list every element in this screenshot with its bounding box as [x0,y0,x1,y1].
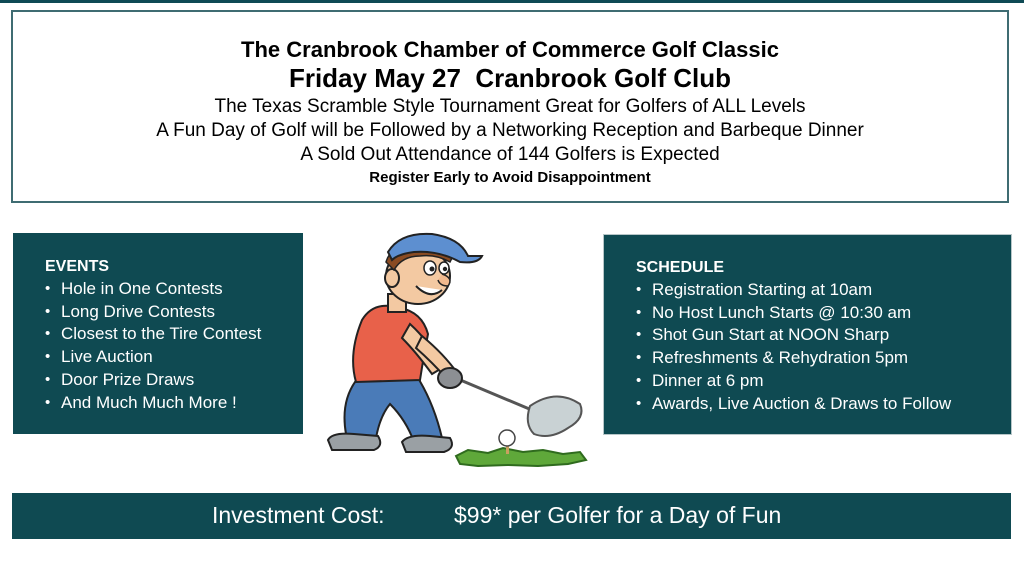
schedule-list [636,279,1011,415]
events-item: • Live Auction [45,346,303,369]
event-day-description: A Fun Day of Golf will be Followed by a Networking Reception and Barbeque Dinner [156,120,864,141]
event-date-venue: Friday May 27 Cranbrook Golf Club [288,63,732,93]
schedule-item: • Dinner at 6 pm [636,370,1011,393]
event-attendance: A Sold Out Attendance of 144 Golfers is Expected [300,144,720,165]
cost-label: Investment Cost: [212,502,385,528]
top-rule [0,0,1024,3]
events-item: • Long Drive Contests [45,301,303,324]
register-note: Register Early to Avoid Disappointment [369,169,651,186]
schedule-panel [603,234,1012,435]
events-list [45,278,303,414]
event-format: The Texas Scramble Style Tournament Great for Golfers of ALL Levels [214,96,806,117]
events-item: • Closest to the Tire Contest [45,323,303,346]
event-title: The Cranbrook Chamber of Commerce Golf Classic [241,37,779,62]
schedule-item: • No Host Lunch Starts @ 10:30 am [636,302,1011,325]
schedule-item: • Refreshments & Rehydration 5pm [636,347,1011,370]
cartoon-golfer-icon [318,228,590,468]
cost-value: $99* per Golfer for a Day of Fun [454,502,782,528]
events-title: EVENTS [45,258,110,275]
events-item: • Hole in One Contests [45,278,303,301]
schedule-item: • Awards, Live Auction & Draws to Follow [636,393,1011,416]
events-panel [13,233,303,434]
schedule-item: • Shot Gun Start at NOON Sharp [636,324,1011,347]
events-item: • Door Prize Draws [45,369,303,392]
schedule-title: SCHEDULE [636,259,725,276]
cost-bar [12,493,1011,539]
schedule-item: • Registration Starting at 10am [636,279,1011,302]
header-box [11,10,1009,203]
events-item: • And Much Much More ! [45,392,303,415]
